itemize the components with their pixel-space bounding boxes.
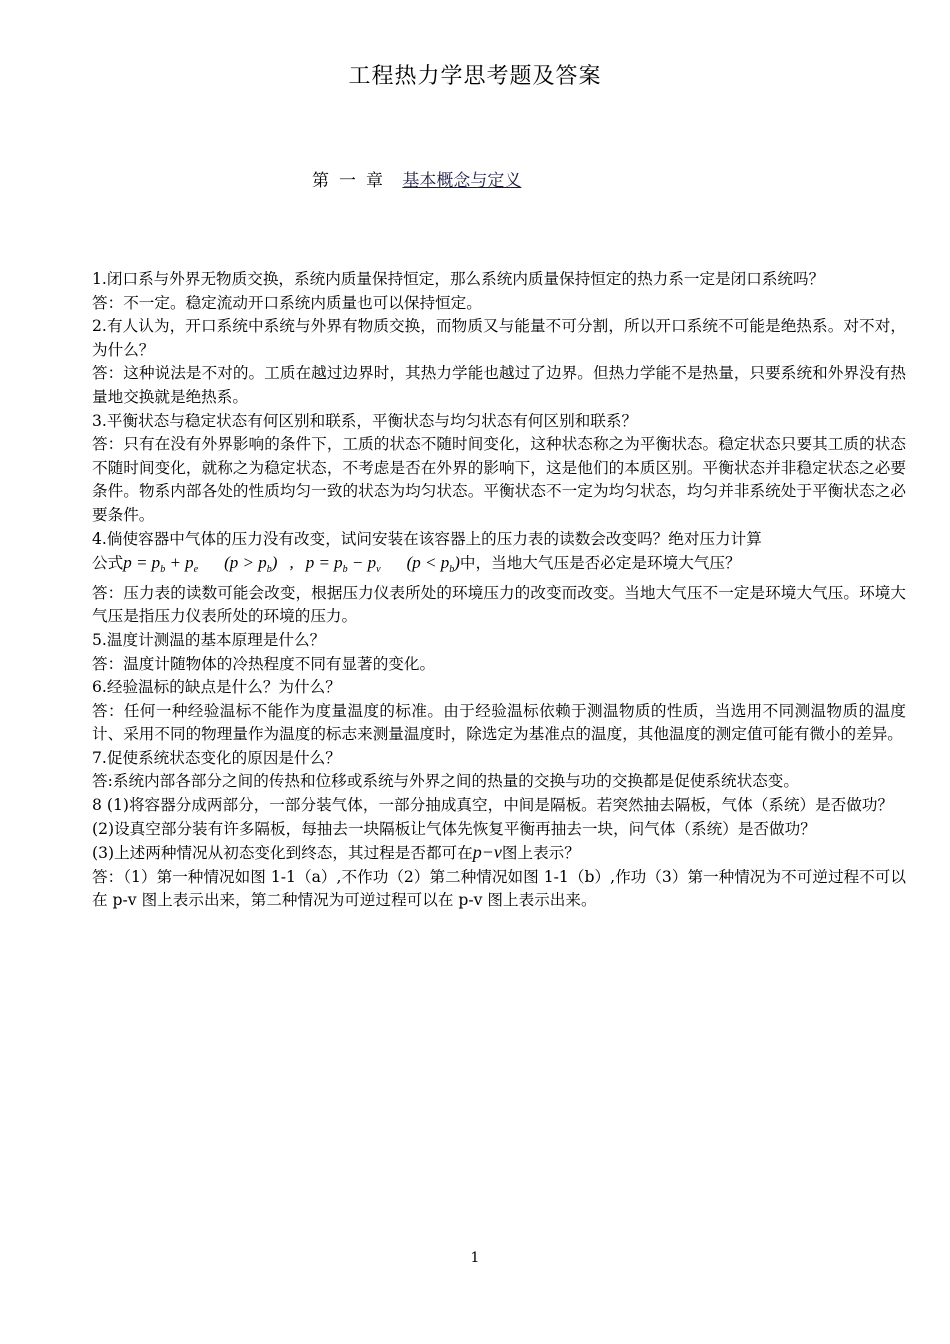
pressure-formula: $p = p_b + p_e$ $(p > p_b)$ , $p = p_b - p_v$ $(p < p_b)$ xyxy=(123,553,460,576)
paragraph-q3: 3.平衡状态与稳定状态有何区别和联系，平衡状态与均匀状态有何区别和联系？ xyxy=(92,411,638,430)
document-body xyxy=(92,268,906,913)
q4-suffix: 中，当地大气压是否必定是环境大气压？ xyxy=(459,554,741,573)
paragraph-q8-1: 8 (1)将容器分成两部分，一部分装气体，一部分抽成真空，中间是隔板。若突然抽去隔板，气体（系统）是否做功？ xyxy=(92,796,894,815)
page-number: 1 xyxy=(470,1250,480,1266)
paragraph-q1: 1.闭口系与外界无物质交换，系统内质量保持恒定，那么系统内质量保持恒定的热力系一定是闭口系统吗？ xyxy=(92,270,825,288)
page-title: 工程热力学思考题及答案 xyxy=(348,64,602,89)
paragraph-a1: 答：不一定。稳定流动开口系统内质量也可以保持恒定。 xyxy=(92,293,482,312)
paragraph-a6: 答：任何一种经验温标不能作为度量温度的标准。由于经验温标依赖于测温物质的性质，当选用不同测温物质的温度计、采用不同的物理量作为温度的标志来测量温度时，除选定为基准点的温度，其他温度的测定值可能有微小的差异。 xyxy=(92,701,906,744)
paragraph-q8-2: (2)设真空部分装有许多隔板，每抽去一块隔板让气体先恢复平衡再抽去一块，问气体（系统）是否做功？ xyxy=(92,819,816,838)
paragraph-q4-formula-line xyxy=(92,551,906,582)
paragraph-q7: 7.促使系统状态变化的原因是什么？ xyxy=(92,748,341,767)
q4-prefix: 公式 xyxy=(92,554,124,573)
paragraph-a5: 答：温度计随物体的冷热程度不同有显著的变化。 xyxy=(92,654,436,673)
paragraph-q8-3 xyxy=(92,841,906,866)
pv-symbol: p−v xyxy=(472,842,502,863)
paragraph-q6: 6.经验温标的缺点是什么？为什么？ xyxy=(92,678,341,697)
paragraph-q5: 5.温度计测温的基本原理是什么？ xyxy=(92,630,326,649)
q8-3-prefix: (3)上述两种情况从初态变化到终态，其过程是否都可在 xyxy=(92,844,473,863)
chapter-number: 第一章 xyxy=(312,171,393,191)
paragraph-a3: 答：只有在没有外界影响的条件下，工质的状态不随时间变化，这种状态称之为平衡状态。稳定状态只要其工质的状态不随时间变化，就称之为稳定状态，不考虑是否在外界的影响下，这是他们的本质区别。平衡状态并非稳定状态之必要条件。物系内部各处的性质均匀一致的状态为均匀状态。平衡状态不一定为均匀状态，均匀并非系统处于平衡状态之必要条件。 xyxy=(92,435,906,524)
paragraph-a2: 答：这种说法是不对的。工质在越过边界时，其热力学能也越过了边界。但热力学能不是热量，只要系统和外界没有热量地交换就是绝热系。 xyxy=(92,364,906,406)
chapter-heading xyxy=(312,168,521,194)
chapter-name: 基本概念与定义 xyxy=(402,171,522,191)
paragraph-a4: 答：压力表的读数可能会改变，根据压力仪表所处的环境压力的改变而改变。当地大气压不一定是环境大气压。环境大气压是指压力仪表所处的环境的压力。 xyxy=(92,583,906,626)
paragraph-a7: 答:系统内部各部分之间的传热和位移或系统与外界之间的热量的交换与功的交换都是促使系统状态变。 xyxy=(92,772,799,791)
paragraph-q4-line1: 4.倘使容器中气体的压力没有改变，试问安装在该容器上的压力表的读数会改变吗？绝对压力计算 xyxy=(92,529,762,548)
paragraph-a8: 答：（1）第一种情况如图 1-1（a）,不作功（2）第二种情况如图 1-1（b）,作功（3）第一种情况为不可逆过程不可以在 p-v 图上表示出来，第二种情况为可逆过程可以在 p-v 图上表示出来。 xyxy=(92,867,906,910)
paragraph-q2: 2.有人认为，开口系统中系统与外界有物质交换，而物质又与能量不可分割，所以开口系统不可能是绝热系。对不对，为什么？ xyxy=(92,317,906,359)
q8-3-suffix: 图上表示？ xyxy=(501,844,580,863)
